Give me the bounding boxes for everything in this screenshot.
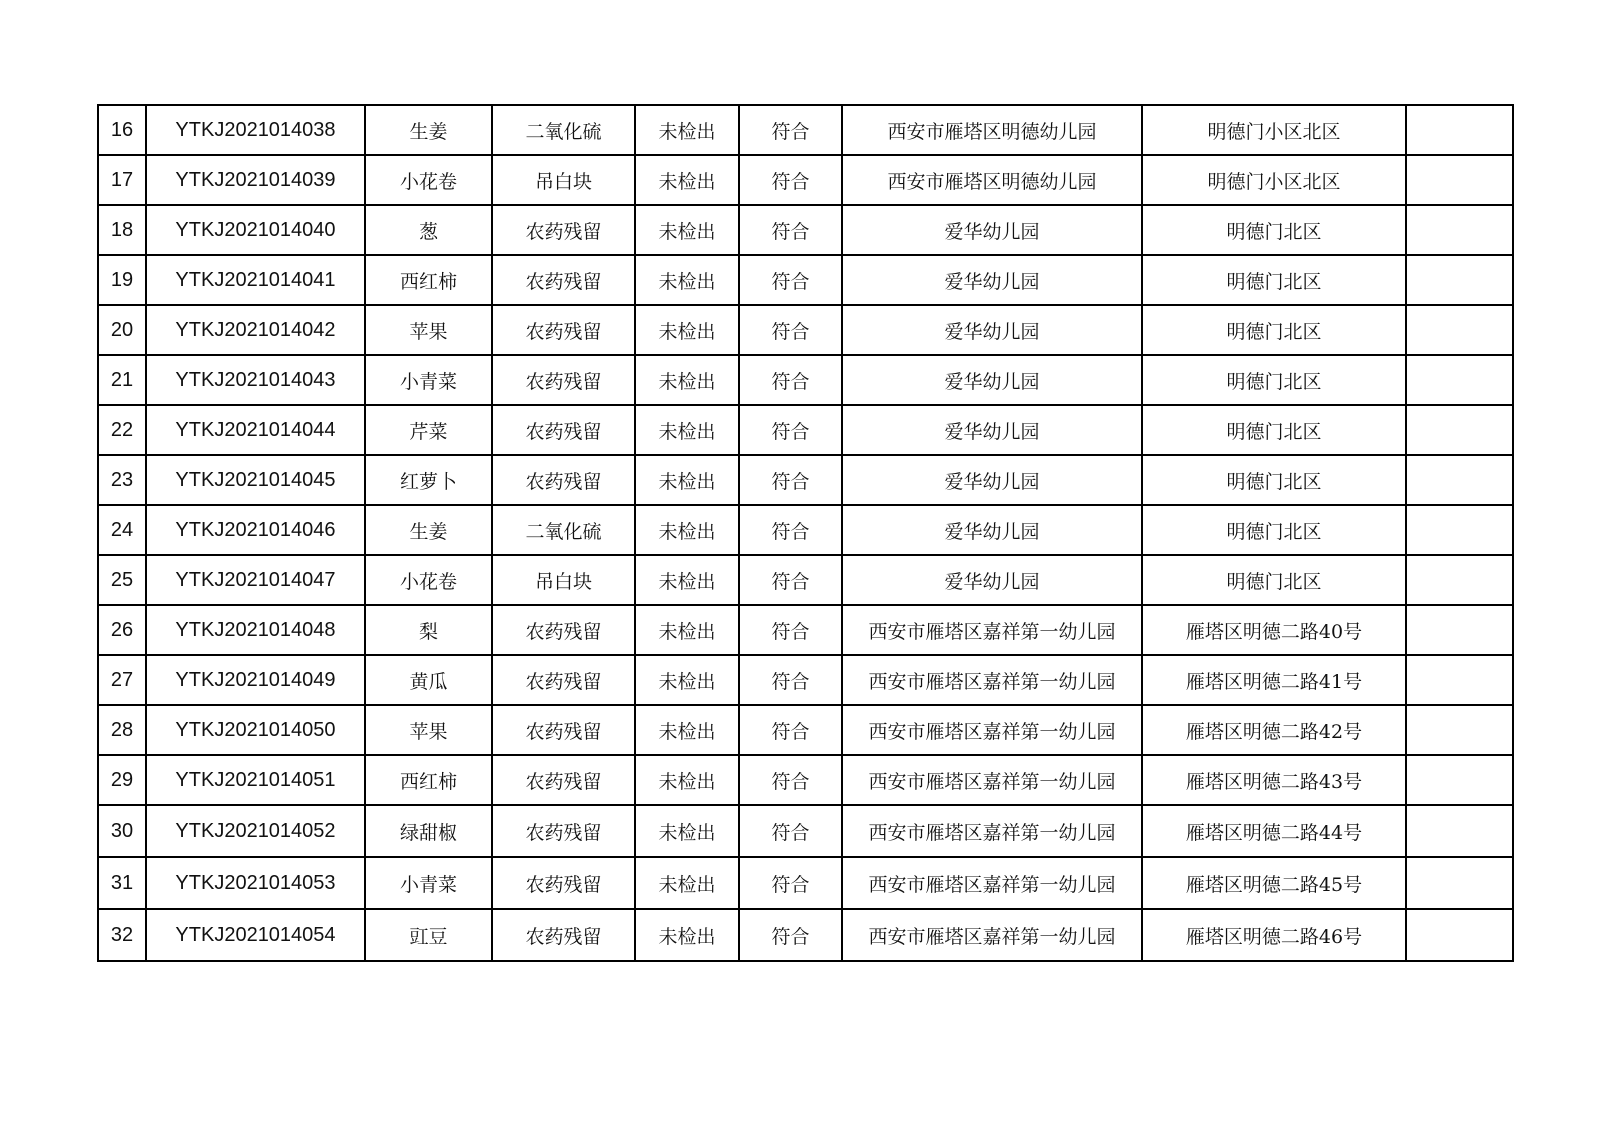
row-number-cell: 30	[98, 805, 146, 857]
sample-code-cell: YTKJ2021014038	[146, 105, 365, 155]
table-row	[98, 805, 1513, 857]
sample-code-cell: YTKJ2021014047	[146, 555, 365, 605]
address-cell: 明德门北区	[1142, 255, 1406, 305]
table-body	[98, 105, 1513, 961]
unit-name-cell: 爱华幼儿园	[842, 355, 1142, 405]
row-number-cell: 32	[98, 909, 146, 961]
unit-name-cell: 爱华幼儿园	[842, 305, 1142, 355]
remark-cell	[1406, 857, 1513, 909]
remark-cell	[1406, 755, 1513, 805]
unit-name-cell: 西安市雁塔区嘉祥第一幼儿园	[842, 909, 1142, 961]
judgement-cell: 符合	[739, 455, 842, 505]
sample-name-cell: 小花卷	[365, 555, 492, 605]
sample-code-cell: YTKJ2021014048	[146, 605, 365, 655]
test-item-cell: 农药残留	[492, 255, 635, 305]
remark-cell	[1406, 805, 1513, 857]
unit-name-cell: 爱华幼儿园	[842, 405, 1142, 455]
table-row	[98, 255, 1513, 305]
test-item-cell: 农药残留	[492, 805, 635, 857]
inspection-results-table	[97, 104, 1514, 962]
test-result-cell: 未检出	[635, 105, 739, 155]
test-item-cell: 农药残留	[492, 405, 635, 455]
judgement-cell: 符合	[739, 505, 842, 555]
unit-name-cell: 西安市雁塔区嘉祥第一幼儿园	[842, 655, 1142, 705]
sample-code-cell: YTKJ2021014049	[146, 655, 365, 705]
sample-code-cell: YTKJ2021014043	[146, 355, 365, 405]
test-item-cell: 农药残留	[492, 705, 635, 755]
row-number-cell: 18	[98, 205, 146, 255]
judgement-cell: 符合	[739, 655, 842, 705]
judgement-cell: 符合	[739, 805, 842, 857]
test-result-cell: 未检出	[635, 857, 739, 909]
test-result-cell: 未检出	[635, 405, 739, 455]
test-result-cell: 未检出	[635, 205, 739, 255]
table-row	[98, 105, 1513, 155]
address-cell: 明德门小区北区	[1142, 155, 1406, 205]
row-number-cell: 26	[98, 605, 146, 655]
sample-name-cell: 生姜	[365, 505, 492, 555]
table-row	[98, 305, 1513, 355]
test-result-cell: 未检出	[635, 505, 739, 555]
test-result-cell: 未检出	[635, 655, 739, 705]
address-cell: 明德门小区北区	[1142, 105, 1406, 155]
sample-code-cell: YTKJ2021014050	[146, 705, 365, 755]
unit-name-cell: 爱华幼儿园	[842, 205, 1142, 255]
judgement-cell: 符合	[739, 155, 842, 205]
remark-cell	[1406, 355, 1513, 405]
unit-name-cell: 西安市雁塔区嘉祥第一幼儿园	[842, 857, 1142, 909]
sample-code-cell: YTKJ2021014040	[146, 205, 365, 255]
sample-code-cell: YTKJ2021014052	[146, 805, 365, 857]
test-result-cell: 未检出	[635, 455, 739, 505]
remark-cell	[1406, 705, 1513, 755]
judgement-cell: 符合	[739, 205, 842, 255]
unit-name-cell: 西安市雁塔区明德幼儿园	[842, 155, 1142, 205]
test-result-cell: 未检出	[635, 805, 739, 857]
unit-name-cell: 爱华幼儿园	[842, 455, 1142, 505]
row-number-cell: 25	[98, 555, 146, 605]
unit-name-cell: 西安市雁塔区嘉祥第一幼儿园	[842, 805, 1142, 857]
address-cell: 明德门北区	[1142, 305, 1406, 355]
sample-name-cell: 绿甜椒	[365, 805, 492, 857]
sample-name-cell: 苹果	[365, 305, 492, 355]
sample-name-cell: 芹菜	[365, 405, 492, 455]
remark-cell	[1406, 555, 1513, 605]
row-number-cell: 20	[98, 305, 146, 355]
test-item-cell: 农药残留	[492, 605, 635, 655]
unit-name-cell: 西安市雁塔区嘉祥第一幼儿园	[842, 755, 1142, 805]
unit-name-cell: 西安市雁塔区嘉祥第一幼儿园	[842, 605, 1142, 655]
unit-name-cell: 西安市雁塔区嘉祥第一幼儿园	[842, 705, 1142, 755]
sample-code-cell: YTKJ2021014051	[146, 755, 365, 805]
test-item-cell: 二氧化硫	[492, 105, 635, 155]
test-item-cell: 吊白块	[492, 555, 635, 605]
judgement-cell: 符合	[739, 909, 842, 961]
table-row	[98, 355, 1513, 405]
test-item-cell: 吊白块	[492, 155, 635, 205]
remark-cell	[1406, 505, 1513, 555]
test-result-cell: 未检出	[635, 305, 739, 355]
address-cell: 明德门北区	[1142, 405, 1406, 455]
table-row	[98, 205, 1513, 255]
judgement-cell: 符合	[739, 857, 842, 909]
sample-name-cell: 红萝卜	[365, 455, 492, 505]
table-row	[98, 755, 1513, 805]
remark-cell	[1406, 205, 1513, 255]
row-number-cell: 21	[98, 355, 146, 405]
sample-code-cell: YTKJ2021014042	[146, 305, 365, 355]
sample-code-cell: YTKJ2021014041	[146, 255, 365, 305]
sample-code-cell: YTKJ2021014053	[146, 857, 365, 909]
sample-name-cell: 苹果	[365, 705, 492, 755]
unit-name-cell: 爱华幼儿园	[842, 555, 1142, 605]
row-number-cell: 23	[98, 455, 146, 505]
table-row	[98, 655, 1513, 705]
address-cell: 明德门北区	[1142, 505, 1406, 555]
judgement-cell: 符合	[739, 255, 842, 305]
test-item-cell: 农药残留	[492, 205, 635, 255]
test-item-cell: 农药残留	[492, 857, 635, 909]
test-result-cell: 未检出	[635, 605, 739, 655]
table-row	[98, 505, 1513, 555]
address-cell: 雁塔区明德二路43号	[1142, 755, 1406, 805]
test-result-cell: 未检出	[635, 255, 739, 305]
remark-cell	[1406, 655, 1513, 705]
address-cell: 雁塔区明德二路42号	[1142, 705, 1406, 755]
address-cell: 明德门北区	[1142, 355, 1406, 405]
address-cell: 雁塔区明德二路45号	[1142, 857, 1406, 909]
test-result-cell: 未检出	[635, 355, 739, 405]
judgement-cell: 符合	[739, 305, 842, 355]
row-number-cell: 24	[98, 505, 146, 555]
sample-name-cell: 小花卷	[365, 155, 492, 205]
unit-name-cell: 西安市雁塔区明德幼儿园	[842, 105, 1142, 155]
sample-name-cell: 葱	[365, 205, 492, 255]
address-cell: 雁塔区明德二路46号	[1142, 909, 1406, 961]
row-number-cell: 17	[98, 155, 146, 205]
address-cell: 明德门北区	[1142, 205, 1406, 255]
sample-code-cell: YTKJ2021014045	[146, 455, 365, 505]
table-row	[98, 857, 1513, 909]
row-number-cell: 27	[98, 655, 146, 705]
address-cell: 明德门北区	[1142, 555, 1406, 605]
remark-cell	[1406, 405, 1513, 455]
sample-name-cell: 黄瓜	[365, 655, 492, 705]
address-cell: 雁塔区明德二路41号	[1142, 655, 1406, 705]
test-result-cell: 未检出	[635, 705, 739, 755]
test-result-cell: 未检出	[635, 155, 739, 205]
judgement-cell: 符合	[739, 105, 842, 155]
sample-name-cell: 西红柿	[365, 755, 492, 805]
sample-name-cell: 小青菜	[365, 355, 492, 405]
row-number-cell: 16	[98, 105, 146, 155]
table-row	[98, 909, 1513, 961]
judgement-cell: 符合	[739, 355, 842, 405]
table-row	[98, 155, 1513, 205]
table-row	[98, 455, 1513, 505]
test-item-cell: 农药残留	[492, 909, 635, 961]
remark-cell	[1406, 305, 1513, 355]
table-row	[98, 605, 1513, 655]
judgement-cell: 符合	[739, 405, 842, 455]
test-result-cell: 未检出	[635, 555, 739, 605]
sample-code-cell: YTKJ2021014046	[146, 505, 365, 555]
test-result-cell: 未检出	[635, 909, 739, 961]
remark-cell	[1406, 255, 1513, 305]
remark-cell	[1406, 155, 1513, 205]
sample-name-cell: 梨	[365, 605, 492, 655]
remark-cell	[1406, 605, 1513, 655]
unit-name-cell: 爱华幼儿园	[842, 255, 1142, 305]
remark-cell	[1406, 105, 1513, 155]
test-item-cell: 农药残留	[492, 305, 635, 355]
address-cell: 雁塔区明德二路44号	[1142, 805, 1406, 857]
table-row	[98, 405, 1513, 455]
test-item-cell: 农药残留	[492, 355, 635, 405]
test-result-cell: 未检出	[635, 755, 739, 805]
sample-name-cell: 生姜	[365, 105, 492, 155]
address-cell: 明德门北区	[1142, 455, 1406, 505]
row-number-cell: 19	[98, 255, 146, 305]
judgement-cell: 符合	[739, 705, 842, 755]
row-number-cell: 22	[98, 405, 146, 455]
row-number-cell: 28	[98, 705, 146, 755]
sample-name-cell: 豇豆	[365, 909, 492, 961]
test-item-cell: 农药残留	[492, 655, 635, 705]
judgement-cell: 符合	[739, 755, 842, 805]
judgement-cell: 符合	[739, 555, 842, 605]
row-number-cell: 31	[98, 857, 146, 909]
test-item-cell: 农药残留	[492, 755, 635, 805]
remark-cell	[1406, 455, 1513, 505]
sample-name-cell: 西红柿	[365, 255, 492, 305]
sample-code-cell: YTKJ2021014054	[146, 909, 365, 961]
judgement-cell: 符合	[739, 605, 842, 655]
test-item-cell: 二氧化硫	[492, 505, 635, 555]
unit-name-cell: 爱华幼儿园	[842, 505, 1142, 555]
sample-code-cell: YTKJ2021014044	[146, 405, 365, 455]
address-cell: 雁塔区明德二路40号	[1142, 605, 1406, 655]
sample-name-cell: 小青菜	[365, 857, 492, 909]
table-row	[98, 705, 1513, 755]
test-item-cell: 农药残留	[492, 455, 635, 505]
remark-cell	[1406, 909, 1513, 961]
row-number-cell: 29	[98, 755, 146, 805]
table-row	[98, 555, 1513, 605]
sample-code-cell: YTKJ2021014039	[146, 155, 365, 205]
